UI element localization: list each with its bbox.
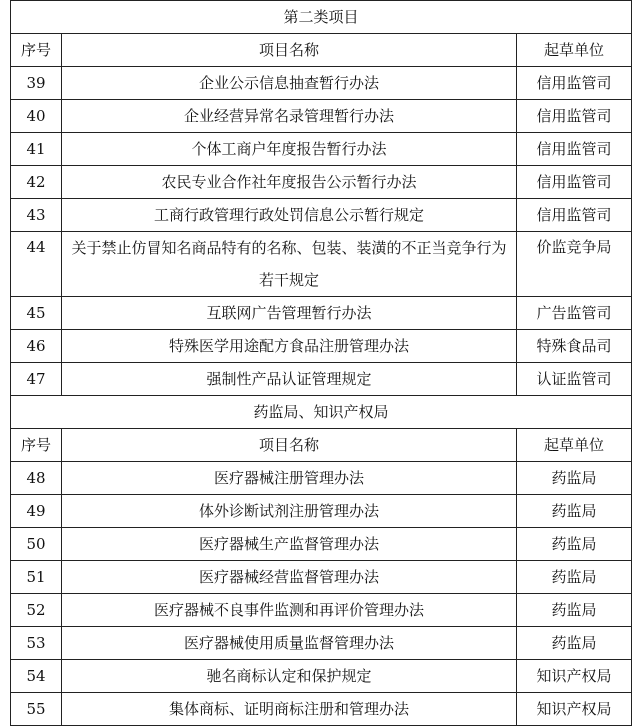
row-name: 医疗器械不良事件监测和再评价管理办法 [62,594,517,627]
row-no: 49 [11,495,62,528]
row-no: 44 [11,232,62,297]
row-name: 医疗器械生产监督管理办法 [62,528,517,561]
header-no: 序号 [11,34,62,67]
row-no: 51 [11,561,62,594]
table-row [11,67,632,100]
row-unit: 知识产权局 [517,660,632,693]
table-row [11,627,632,660]
row-no: 50 [11,528,62,561]
row-unit: 认证监管司 [517,363,632,396]
row-name: 集体商标、证明商标注册和管理办法 [62,693,517,726]
section-title: 药监局、知识产权局 [11,396,632,429]
row-name: 工商行政管理行政处罚信息公示暂行规定 [62,199,517,232]
row-name: 医疗器械注册管理办法 [62,462,517,495]
header-name: 项目名称 [62,34,517,67]
row-name: 驰名商标认定和保护规定 [62,660,517,693]
row-unit: 信用监管司 [517,166,632,199]
row-no: 48 [11,462,62,495]
column-header-row [11,34,632,67]
table-row [11,561,632,594]
row-name: 医疗器械使用质量监督管理办法 [62,627,517,660]
table-row [11,100,632,133]
row-no: 41 [11,133,62,166]
row-no: 53 [11,627,62,660]
table-row [11,199,632,232]
row-no: 47 [11,363,62,396]
section-header-row [11,396,632,429]
table-row [11,462,632,495]
row-name: 医疗器械经营监督管理办法 [62,561,517,594]
row-no: 45 [11,297,62,330]
table-row [11,495,632,528]
row-unit: 药监局 [517,495,632,528]
table-row [11,594,632,627]
row-unit: 药监局 [517,561,632,594]
row-no: 39 [11,67,62,100]
row-unit: 药监局 [517,462,632,495]
row-name: 个体工商户年度报告暂行办法 [62,133,517,166]
row-name: 互联网广告管理暂行办法 [62,297,517,330]
row-unit: 信用监管司 [517,100,632,133]
section-title: 第二类项目 [11,1,632,34]
row-name: 特殊医学用途配方食品注册管理办法 [62,330,517,363]
table-row [11,297,632,330]
row-name: 企业公示信息抽查暂行办法 [62,67,517,100]
row-unit: 信用监管司 [517,133,632,166]
table-row [11,660,632,693]
header-no: 序号 [11,429,62,462]
row-unit: 药监局 [517,528,632,561]
table-row [11,133,632,166]
row-no: 54 [11,660,62,693]
section-header-row [11,1,632,34]
row-unit: 药监局 [517,627,632,660]
row-unit: 特殊食品司 [517,330,632,363]
table-row [11,232,632,297]
row-unit: 药监局 [517,594,632,627]
row-unit: 信用监管司 [517,67,632,100]
row-no: 42 [11,166,62,199]
row-name: 强制性产品认证管理规定 [62,363,517,396]
regulation-table [10,0,632,726]
row-no: 46 [11,330,62,363]
row-no: 43 [11,199,62,232]
row-unit: 价监竞争局 [517,232,632,297]
row-no: 40 [11,100,62,133]
table-row [11,330,632,363]
header-unit: 起草单位 [517,34,632,67]
row-unit: 知识产权局 [517,693,632,726]
row-name: 农民专业合作社年度报告公示暂行办法 [62,166,517,199]
row-unit: 广告监管司 [517,297,632,330]
header-name: 项目名称 [62,429,517,462]
header-unit: 起草单位 [517,429,632,462]
row-name: 关于禁止仿冒知名商品特有的名称、包装、装潢的不正当竞争行为若干规定 [62,232,517,297]
table-row [11,528,632,561]
row-no: 52 [11,594,62,627]
table-row [11,363,632,396]
table-row [11,166,632,199]
column-header-row [11,429,632,462]
row-name: 企业经营异常名录管理暂行办法 [62,100,517,133]
row-unit: 信用监管司 [517,199,632,232]
row-name: 体外诊断试剂注册管理办法 [62,495,517,528]
table-row [11,693,632,726]
row-no: 55 [11,693,62,726]
